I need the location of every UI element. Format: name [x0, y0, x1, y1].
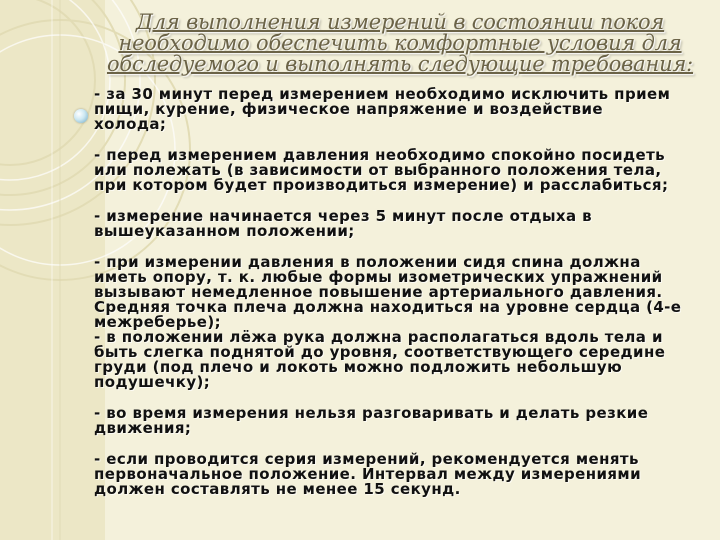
text-line: при котором будет производиться измерение) и расслабиться; [94, 176, 669, 194]
requirement-item [94, 148, 712, 193]
requirement-item [94, 406, 712, 436]
text-line: - при измерении давления в положении сидя спина должна [94, 253, 641, 271]
text-line: должен составлять не менее 15 секунд. [94, 480, 461, 498]
text-line: первоначальное положение. Интервал между измерениями [94, 465, 642, 483]
text-line: вызывают немедленное повышение артериального давления. [94, 283, 663, 301]
text-line: груди (под плечо и локоть можно подложить небольшую [94, 358, 623, 376]
text-line: - перед измерением давления необходимо спокойно посидеть [94, 146, 666, 164]
slide-title [100, 12, 700, 75]
title-line: Для выполнения измерений в состоянии покоя [135, 10, 665, 34]
text-line: быть слегка поднятой до уровня, соответствующего середине [94, 343, 666, 361]
text-line: - во время измерения нельзя разговаривать и делать резкие [94, 404, 649, 422]
text-line: холода; [94, 115, 167, 133]
text-line: иметь опору, т. к. любые формы изометрических упражнений [94, 268, 663, 286]
requirements-list [94, 87, 712, 513]
text-line: движения; [94, 419, 192, 437]
requirement-item [94, 255, 712, 390]
text-line: или полежать (в зависимости от выбранного положения тела, [94, 161, 662, 179]
requirement-item [94, 209, 712, 239]
text-line: - если проводится серия измерений, рекомендуется менять [94, 450, 639, 468]
title-line: необходимо обеспечить комфортные условия для [118, 31, 682, 55]
requirement-item [94, 87, 712, 132]
text-line: - в положении лёжа рука должна располагаться вдоль тела и [94, 328, 663, 346]
bullet-icon [74, 109, 88, 123]
text-line: - за 30 минут перед измерением необходимо исключить прием [94, 85, 671, 103]
text-line: - измерение начинается через 5 минут после отдыха в [94, 207, 593, 225]
text-line: Средняя точка плеча должна находиться на уровне сердца (4-е [94, 298, 682, 316]
requirement-item [94, 452, 712, 497]
text-line: вышеуказанном положении; [94, 222, 355, 240]
text-line: подушечку); [94, 373, 211, 391]
title-line: обследуемого и выполнять следующие требования: [106, 52, 694, 76]
text-line: межреберье); [94, 313, 221, 331]
text-line: пищи, курение, физическое напряжение и воздействие [94, 100, 603, 118]
